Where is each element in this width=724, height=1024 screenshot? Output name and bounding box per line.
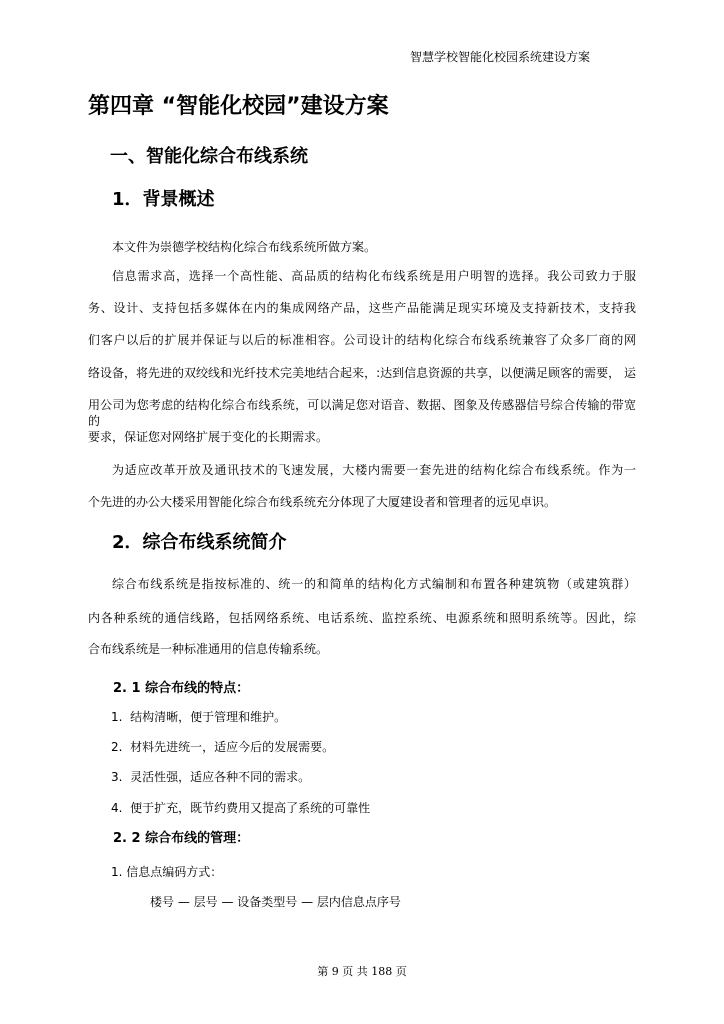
list-item: 1. 结构清晰，便于管理和维护。 bbox=[111, 710, 287, 724]
list-item: 1. 信息点编码方式： bbox=[111, 865, 223, 879]
paragraph-line: 合布线系统是一种标准通用的信息传输系统。 bbox=[88, 642, 329, 656]
paragraph-line: 本文件为崇德学校结构化综合布线系统所做方案。 bbox=[112, 240, 377, 254]
chapter-title: 第四章 “智能化校园”建设方案 bbox=[88, 94, 389, 119]
heading-2-1: 2. 1 综合布线的特点： bbox=[113, 681, 250, 696]
subsection-title-1: 1．背景概述 bbox=[112, 189, 215, 210]
section-title: 一、智能化综合布线系统 bbox=[110, 146, 308, 167]
list-item: 2. 材料先进统一，适应今后的发展需要。 bbox=[111, 740, 335, 754]
paragraph-line: 们客户以后的扩展并保证与以后的标准相容。公司设计的结构化综合布线系统兼容了众多厂商的网 bbox=[88, 333, 636, 347]
list-item: 3. 灵活性强，适应各种不同的需求。 bbox=[111, 770, 311, 784]
paragraph-line: 络设备，将先进的双绞线和光纤技术完美地结合起来，:达到信息资源的共享，以便满足顾客的需要， 运 bbox=[88, 366, 636, 380]
code-format: 楼号 — 层号 — 设备类型号 — 层内信息点序号 bbox=[150, 895, 401, 909]
paragraph-line: 信息需求高，选择一个高性能、高品质的结构化布线系统是用户明智的选择。我公司致力于服 bbox=[112, 269, 636, 283]
subsection-title-2: 2．综合布线系统简介 bbox=[112, 532, 287, 553]
paragraph-line: 综合布线系统是指按标准的、统一的和简单的结构化方式编制和布置各种建筑物（或建筑群） bbox=[112, 577, 636, 591]
paragraph-line: 要求，保证您对网络扩展于变化的长期需求。 bbox=[88, 430, 329, 444]
paragraph-line: 内各种系统的通信线路，包括网络系统、电话系统、监控系统、电源系统和照明系统等。因此，综 bbox=[88, 611, 636, 625]
heading-2-2: 2. 2 综合布线的管理： bbox=[113, 831, 250, 846]
page-footer: 第 9 页 共 188 页 bbox=[317, 965, 407, 978]
page-header: 智慧学校智能化校园系统建设方案 bbox=[410, 50, 591, 64]
list-item: 4. 便于扩充，既节约费用又提高了系统的可靠性 bbox=[111, 801, 371, 815]
paragraph-line: 用公司为您考虑的结构化综合布线系统，可以满足您对语音、数据、图象及传感器信号综合传输的带宽的 bbox=[88, 398, 636, 428]
paragraph-line: 为适应改革开放及通讯技术的飞速发展，大楼内需要一套先进的结构化综合布线系统。作为一 bbox=[112, 463, 636, 477]
paragraph-line: 个先进的办公大楼采用智能化综合布线系统充分体现了大厦建设者和管理者的远见卓识。 bbox=[88, 495, 557, 509]
paragraph-line: 务、设计、支持包括多媒体在内的集成网络产品，这些产品能满足现实环境及支持新技术，支持我 bbox=[88, 301, 636, 315]
